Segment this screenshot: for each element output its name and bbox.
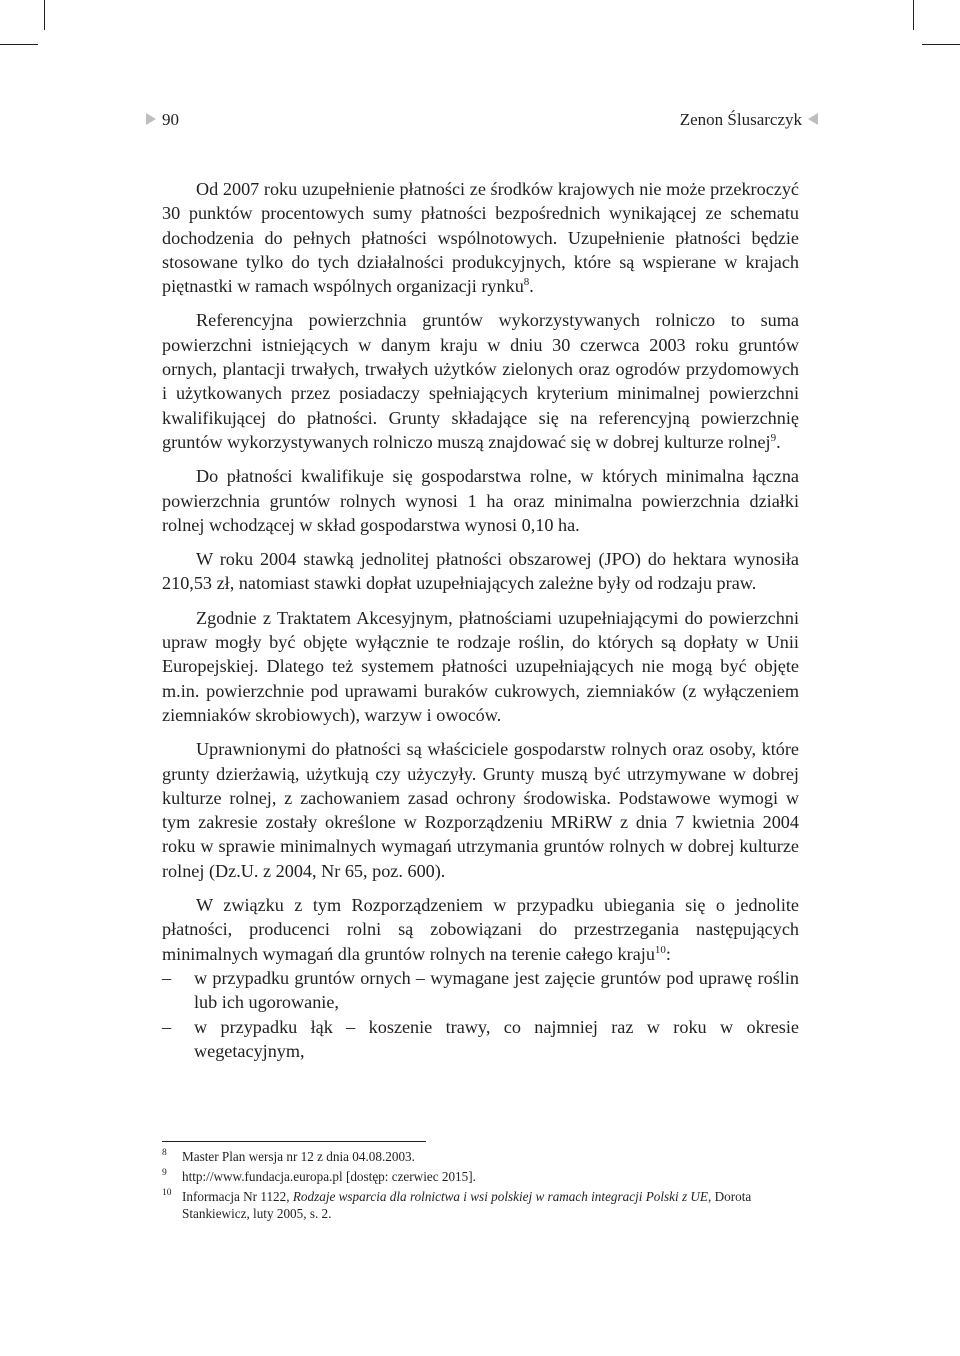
crop-mark-top-right [913, 0, 914, 30]
paragraph-3: Do płatności kwalifikuje się gospodarstwa rolne, w których minimalna łączna powierzchnia gruntów rolnych wynosi 1 ha oraz minimalna powierzchnia działki rolnej wchodzącej w skład gospodarstwa wynosi 0,10 ha. [162, 466, 799, 535]
dash-bullet: – [162, 1016, 172, 1037]
list-item [162, 1015, 799, 1064]
footnote-8 [162, 1148, 799, 1166]
footnote-text: Master Plan wersja nr 12 z dnia 04.08.2003. [182, 1149, 415, 1164]
paragraph-7 [162, 893, 799, 966]
footnote-10 [162, 1188, 799, 1224]
body-text [162, 177, 799, 1063]
paragraph-1 [162, 177, 799, 298]
author-name: Zenon Ślusarczyk [679, 110, 802, 129]
paragraph-1-text: Od 2007 roku uzupełnienie płatności ze środków krajowych nie może przekroczyć 30 punktów procentowych sumy płatności bezpośrednich wynikającej ze schematu dochodzenia do pełnych płatności wspólnotowych. Uzupełnienie płatności będzie stosowane tylko do tych działalności produkcyjnych, które są wspierane w krajach piętnastki w ramach wspólnych organizacji rynku [162, 179, 799, 297]
footnote-number: 9 [162, 1167, 167, 1178]
paragraph-6: Uprawnionymi do płatności są właściciele gospodarstw rolnych oraz osoby, które grunty dzierżawią, użytkują czy użyczyły. Grunty muszą być utrzymywane w dobrej kulturze rolnej, z zachowaniem zasad ochrony środowiska. Podstawowe wymogi w tym zakresie zostały określone w Rozporządzeniu MRiRW z dnia 7 kwietnia 2004 roku w sprawie minimalnych wymagań utrzymania gruntów rolnych w dobrej kulturze rolnej (Dz.U. z 2004, Nr 65, poz. 600). [162, 739, 799, 881]
footnotes [162, 1141, 799, 1225]
footnote-number: 8 [162, 1148, 167, 1158]
running-head [146, 108, 818, 132]
footnote-text-post: , Dorota Stankiewicz, luty 2005, s. 2. [182, 1188, 752, 1222]
paragraph-2-text: Referencyjna powierzchnia gruntów wykorzystywanych rolniczo to suma powierzchni istniejących w danym kraju w dniu 30 czerwca 2003 roku gruntów ornych, plantacji trwałych, trwałych użytków zielonych oraz ogrodów przydomowych i użytkowanych przez posiadaczy spełniających kryterium minimalnej powierzchni kwalifikującej do płatności. Grunty składające się na referencyjną powierzchnię gruntów wykorzystywanych rolniczo muszą znajdować się w dobrej kulturze rolnej [162, 310, 799, 452]
paragraph-1-end: . [529, 276, 534, 297]
page-number-group [146, 108, 179, 132]
crop-mark-top-left [44, 0, 45, 30]
crop-mark-left [0, 44, 38, 45]
triangle-right-icon [146, 113, 156, 125]
list-item-text: w przypadku łąk – koszenie trawy, co najmniej raz w roku w okresie wegetacyjnym, [194, 1016, 799, 1061]
requirements-list [162, 966, 799, 1063]
paragraph-7-end: : [665, 943, 671, 964]
paragraph-2 [162, 308, 799, 454]
dash-bullet: – [162, 967, 172, 988]
list-item-text: w przypadku gruntów ornych – wymagane jest zajęcie gruntów pod uprawę roślin lub ich ugorowanie, [194, 967, 799, 1013]
triangle-left-icon [808, 113, 818, 125]
footnote-title: Rodzaje wsparcia dla rolnictwa i wsi polskiej w ramach integracji Polski z UE [292, 1188, 708, 1204]
crop-mark-right [922, 44, 960, 45]
list-item [162, 966, 799, 1015]
paragraph-5: Zgodnie z Traktatem Akcesyjnym, płatnościami uzupełniającymi do powierzchni upraw mogły być objęte wyłącznie te rodzaje roślin, do których są dopłaty w Unii Europejskiej. Dlatego też systemem płatności uzupełniających nie mogą być objęte m.in. powierzchnie pod uprawami buraków cukrowych, ziemniaków (z wyłączeniem ziemniaków skrobiowych), warzyw i owoców. [162, 607, 799, 725]
footnote-9 [162, 1168, 799, 1186]
footnote-ref-10: 10 [654, 943, 666, 956]
footnote-ref-9: 9 [770, 431, 777, 444]
page-number: 90 [162, 110, 179, 129]
footnote-text-pre: Informacja Nr 1122, [182, 1188, 293, 1204]
footnote-rule [162, 1141, 426, 1142]
footnote-link[interactable]: http://www.fundacja.europa.pl [dostęp: czerwiec 2015]. [182, 1168, 476, 1184]
author-group [680, 108, 818, 132]
footnote-ref-8: 8 [523, 276, 530, 289]
paragraph-2-end: . [776, 431, 781, 452]
paragraph-4: W roku 2004 stawką jednolitej płatności obszarowej (JPO) do hektara wynosiła 210,53 zł, natomiast stawki dopłat uzupełniających zależne były od rodzaju praw. [162, 549, 799, 594]
footnote-number: 10 [162, 1187, 172, 1198]
paragraph-7-text: W związku z tym Rozporządzeniem w przypadku ubiegania się o jednolite płatności, producenci rolni są zobowiązani do przestrzegania następujących minimalnych wymagań dla gruntów rolnych na terenie całego kraju [162, 895, 799, 964]
